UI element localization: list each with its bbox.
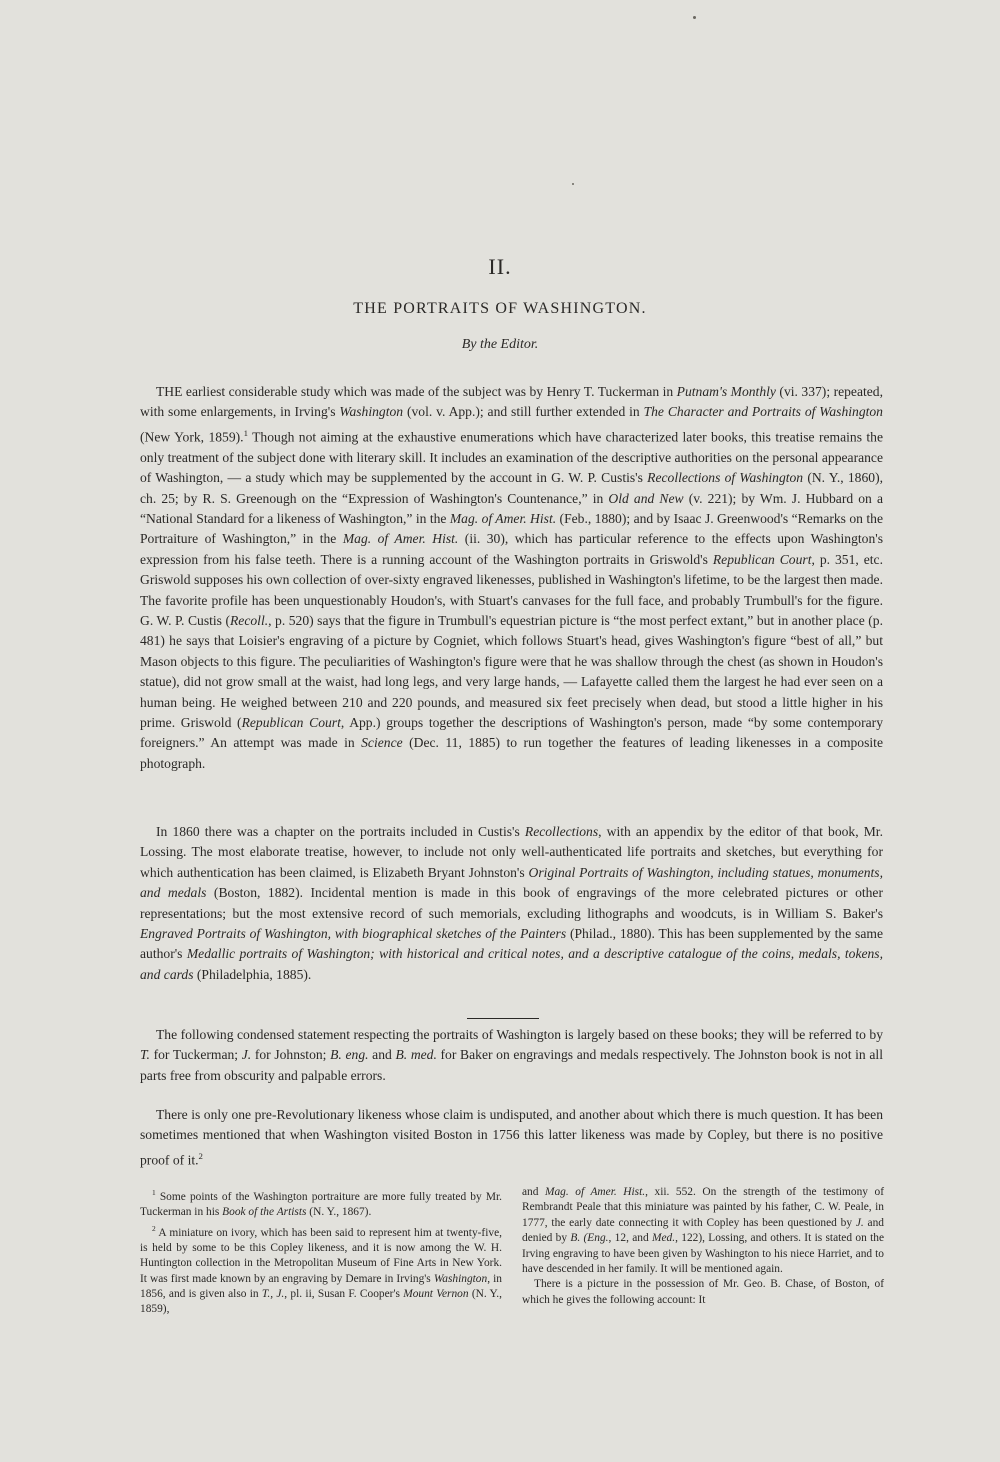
text-run: for Baker on engravings and medals respectively. The Johnston book is not in all parts free from obscurity and palpable errors. bbox=[140, 1047, 883, 1083]
italic-text: Putnam's Monthly bbox=[676, 384, 776, 399]
paragraph-text bbox=[140, 1025, 883, 1086]
italic-text: T., J. bbox=[261, 1288, 285, 1301]
text-run: (vol. v. App.); and still further extended in bbox=[403, 404, 644, 420]
footnotes bbox=[140, 1185, 884, 1365]
italic-text: T. bbox=[140, 1047, 150, 1063]
text-run: The following condensed statement respecting the portraits of Washington is largely based on these books; they will be referred to by bbox=[156, 1027, 883, 1042]
italic-text: Med. bbox=[652, 1232, 676, 1245]
text-run: , pl. ii, Susan F. Cooper's bbox=[284, 1288, 404, 1301]
italic-text: B. (Eng. bbox=[570, 1232, 609, 1245]
text-run: There is only one pre-Revolutionary likeness whose claim is undisputed, and another about which there is much question. It has been sometimes mentioned that when Washington visited Boston in 1756 this latter likeness was made by Copley, but there is no positive proof of it. bbox=[140, 1107, 883, 1168]
paragraph-text bbox=[140, 1105, 883, 1171]
italic-text: The Character and Portraits of Washington bbox=[643, 404, 883, 420]
footnotes-left-column bbox=[140, 1185, 502, 1365]
text-run: , with an appendix by the editor of that book, Mr. Lossing. The most elaborate treatise, however, to include not only well-authenticated life portraits and sketches, but everything for which authentication has been claimed, is Elizabeth Bryant Johnston's bbox=[140, 824, 883, 880]
text-run: (N. Y., 1860), ch. 25; by R. S. Greenough on the “Expression of Washington's Countenance,” in bbox=[140, 470, 883, 506]
footnote-1 bbox=[140, 1185, 502, 1221]
text-run: In 1860 there was a chapter on the portraits included in Custis's bbox=[156, 824, 525, 839]
footnote-marker: 1 bbox=[152, 1188, 156, 1197]
page-title: THE PORTRAITS OF WASHINGTON. bbox=[353, 300, 647, 317]
footnote-marker: 2 bbox=[198, 1150, 203, 1161]
italic-text: B. eng. bbox=[330, 1047, 369, 1063]
paper-speck bbox=[693, 16, 696, 19]
text-run: (Philadelphia, 1885). bbox=[193, 966, 312, 982]
footnote-2 bbox=[140, 1221, 502, 1318]
italic-text: Washington bbox=[433, 1272, 488, 1285]
italic-text: Engraved Portraits of Washington, with biographical sketches of the Painters bbox=[140, 926, 567, 942]
text-run: There is a picture in the possession of Mr. Geo. B. Chase, of Boston, of which he gives the following account: It bbox=[522, 1278, 884, 1306]
text-run: (Boston, 1882). Incidental mention is made in this book of engravings of the more celebrated pictures or other representations; but the most extensive record of such memorials, excluding lithographs and woodcuts, is in William S. Baker's bbox=[140, 885, 883, 921]
italic-text: Science bbox=[361, 735, 403, 751]
italic-text: Book of the Artists bbox=[222, 1206, 307, 1219]
text-run: (Feb., 1880); and by Isaac J. Greenwood's “Remarks on the Portraiture of Washington,” in the bbox=[140, 510, 883, 547]
italic-text: Mag. of Amer. Hist. bbox=[342, 531, 459, 547]
italic-text: J. bbox=[855, 1216, 864, 1229]
italic-text: Republican Court bbox=[241, 715, 341, 731]
text-run: and bbox=[368, 1047, 396, 1063]
italic-text: Recollections bbox=[524, 824, 599, 839]
text-run: earliest considerable study which was made of the subject was by Henry T. Tuckerman in bbox=[182, 384, 677, 399]
text-run: and denied by bbox=[522, 1216, 885, 1245]
text-run: Some points of the Washington portraiture are more fully treated by Mr. Tuckerman in his bbox=[140, 1190, 502, 1219]
byline: By the Editor. bbox=[461, 337, 539, 352]
text-run: , xii. 552. On the strength of the testimony of Rembrandt Peale that this miniature was painted by his father, C. W. Peale, in 1777, the early date connecting it with Copley has been questioned by bbox=[522, 1186, 884, 1229]
italic-text: Original Portraits of Washington, including statues, monuments, and medals bbox=[140, 864, 883, 901]
text-run: , in 1856, and is given also in bbox=[140, 1272, 502, 1301]
text-run: and bbox=[522, 1186, 545, 1198]
section-divider bbox=[467, 1018, 539, 1019]
section-number: II. bbox=[488, 254, 512, 279]
footnote-paragraph bbox=[522, 1277, 884, 1308]
paragraph-text bbox=[140, 822, 883, 985]
text-run: for Johnston; bbox=[251, 1047, 331, 1063]
text-run: (Philad., 1880). This has been supplemented by the same author's bbox=[140, 926, 883, 962]
italic-text: B. med. bbox=[395, 1047, 437, 1063]
text-run: , 12, and bbox=[608, 1232, 652, 1245]
text-run: (N. Y., 1867). bbox=[306, 1206, 372, 1219]
text-run: (ii. 30), which has particular reference to the effects upon Washington's expression from his false teeth. There is a running account of the Washington portraits in Griswold's bbox=[140, 531, 883, 567]
italic-text: Mount Vernon bbox=[403, 1288, 469, 1301]
paper-speck bbox=[572, 183, 574, 185]
italic-text: Republican Court bbox=[712, 551, 812, 567]
text-run: (New York, 1859). bbox=[140, 429, 244, 445]
italic-text: Old and New bbox=[608, 490, 684, 506]
italic-text: Mag. of Amer. Hist. bbox=[545, 1186, 646, 1198]
text-run: , 122), Lossing, and others. It is stated on the Irving engraving to have been given by Washington to his niece Harriet, and to have descended in her family. It will be mentioned again. bbox=[522, 1232, 884, 1276]
footnotes-right-column bbox=[522, 1185, 884, 1365]
text-run: (Dec. 11, 1885) to run together the features of leading likenesses in a composite photograph. bbox=[140, 735, 883, 771]
text-run: A miniature on ivory, which has been said to represent him at twenty-five, is held by some to be this Copley likeness, and it is now among the W. H. Huntington collection in the Metropolitan Museum of Fine Arts in New York. It was first made known by an engraving by Demare in Irving's bbox=[140, 1226, 502, 1285]
body-paragraph-3 bbox=[140, 1025, 883, 1086]
italic-text: Recollections of Washington bbox=[647, 470, 804, 486]
text-run: for Tuckerman; bbox=[149, 1047, 242, 1063]
text-run: (N. Y., 1859), bbox=[140, 1288, 502, 1316]
italic-text: Recoll. bbox=[230, 613, 269, 628]
text-run: (vi. 337); repeated, with some enlargements, in Irving's bbox=[140, 384, 884, 420]
footnote-marker: 2 bbox=[152, 1223, 156, 1233]
paragraph-text bbox=[140, 382, 883, 774]
text-run: , App.) groups together the descriptions of Washington's person, made “by some contemporary foreigners.” An attempt was made in bbox=[140, 715, 883, 751]
italic-text: Washington bbox=[339, 404, 404, 420]
italic-text: Mag. of Amer. Hist. bbox=[449, 510, 557, 526]
text-run: , p. 351, etc. Griswold supposes his own collection of over-sixty engraved likenesses, published in Washington's lifetime, to be the largest then made. The favorite profile has been unquestionably Houdon's, with Stuart's canvases for the full face, and probably Trumbull's for the figure. G. W. P. Custis ( bbox=[140, 551, 883, 628]
italic-text: Medallic portraits of Washington; with historical and critical notes, and a descriptive catalogue of the coins, medals, tokens, and cards bbox=[140, 946, 883, 982]
small-caps-text: THE bbox=[156, 384, 183, 399]
footnote-marker: 1 bbox=[243, 427, 248, 438]
footnote-2-continued bbox=[522, 1185, 884, 1277]
text-run: Though not aiming at the exhaustive enumerations which have characterized later books, this treatise remains the only treatment of the subject done with literary skill. It includes an examination of the descriptive authorities on the personal appearance of Washington, — a study which may be supplemented by the account in G. W. P. Custis's bbox=[140, 429, 883, 486]
text-run: (v. 221); by Wm. J. Hubbard on a “National Standard for a likeness of Washington,” in the bbox=[140, 490, 883, 526]
body-paragraph-1 bbox=[140, 382, 883, 774]
text-run: , p. 520) says that the figure in Trumbull's equestrian picture is “the most perfect extant,” but in another place (p. 481) he says that Loisier's engraving of a picture by Cogniet, which follows Stuart's head, gives Washington's figure “best of all,” but Mason objects to this figure. The peculiarities of Washington's figure were that he was shallow through the chest (as shown in Houdon's statue), did not grow small at the waist, had long legs, and very large hands, — Lafayette called them the largest he had ever seen on a human being. He weighed between 210 and 220 pounds, and measured six feet precisely when dead, but stood a little higher in his prime. Griswold ( bbox=[140, 613, 883, 731]
body-paragraph-4 bbox=[140, 1105, 883, 1171]
italic-text: J. bbox=[241, 1047, 252, 1063]
body-paragraph-2 bbox=[140, 822, 883, 985]
